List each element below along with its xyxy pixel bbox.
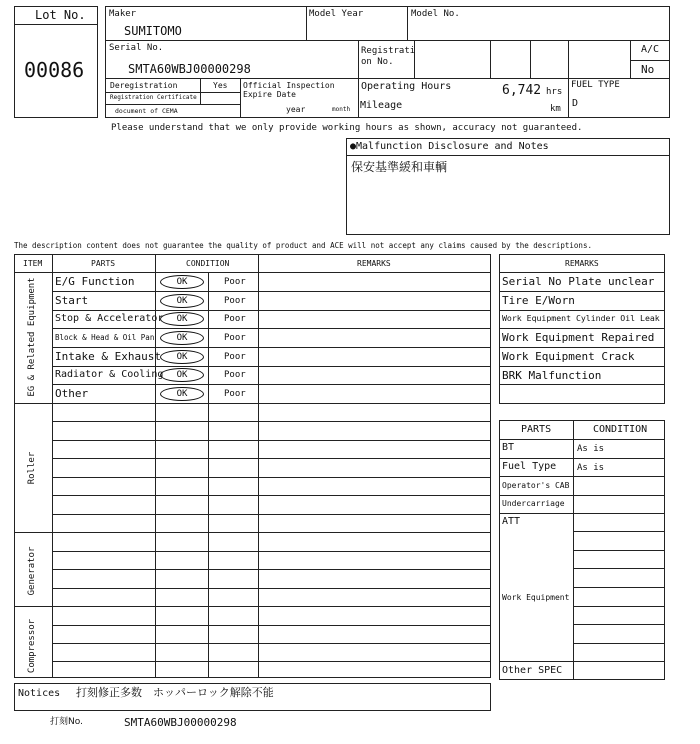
eg-part-7: Other (55, 387, 89, 400)
malfunction-text: 保安基準緩和車輌 (351, 160, 448, 174)
ac-value: No (641, 63, 655, 76)
parts-header: PARTS (91, 259, 116, 268)
malfunction-box (346, 138, 670, 235)
rp-part-3: Operator's CAB (502, 481, 570, 490)
serial-value: SMTA60WBJ00000298 (128, 62, 251, 76)
eg-part-2: Start (55, 294, 89, 307)
eg-poor-6[interactable]: Poor (224, 370, 246, 380)
fuel-type-value: D (572, 98, 579, 109)
eg-poor-5[interactable]: Poor (224, 352, 246, 362)
work-equipment-label: Work Equipment (502, 593, 570, 602)
remark-5: Work Equipment Crack (502, 350, 635, 363)
group-compressor: Compressor (27, 618, 37, 674)
eg-part-3: Stop & Accelerator (55, 313, 164, 324)
notices-label: Notices (18, 688, 61, 699)
rp-part-4: Undercarriage (502, 499, 565, 508)
eg-part-1: E/G Function (55, 275, 135, 288)
year-label: year (286, 105, 306, 114)
eg-poor-7[interactable]: Poor (224, 389, 246, 399)
eg-poor-2[interactable]: Poor (224, 296, 246, 306)
deregistration-label: Deregistration (110, 81, 178, 90)
hrs-label: hrs (546, 87, 563, 97)
model-year-label: Model Year (309, 9, 364, 19)
fuel-type-label: FUEL TYPE (571, 80, 620, 90)
inspection-label: Official Inspection Expire Date (243, 81, 335, 99)
eg-ok-5[interactable]: OK (160, 350, 204, 364)
malfunction-title: ●Malfunction Disclosure and Notes (350, 141, 549, 152)
group-roller: Roller (27, 451, 37, 485)
remark-6: BRK Malfunction (502, 369, 602, 382)
eg-ok-3[interactable]: OK (160, 312, 204, 326)
eg-ok-1[interactable]: OK (160, 275, 204, 289)
eg-part-4: Block & Head & Oil Pan (55, 333, 155, 342)
eg-poor-1[interactable]: Poor (224, 277, 246, 287)
hours-notice: Please understand that we only provide working hours as shown, accuracy not guaranteed. (111, 123, 583, 133)
notices-text: 打刻修正多数 ホッパーロック解除不能 (76, 686, 274, 699)
stamp-label: 打刻No. (50, 717, 83, 727)
maker-value: SUMITOMO (124, 24, 182, 38)
document-cema: document of CEMA (115, 107, 178, 115)
eg-ok-2[interactable]: OK (160, 294, 204, 308)
rp-cond-1: As is (577, 444, 605, 454)
remark-4: Work Equipment Repaired (502, 331, 655, 344)
right-parts-header: PARTS (521, 424, 552, 435)
eg-part-6: Radiator & Cooling (55, 369, 164, 380)
registration-label: Registrati on No. (361, 46, 416, 67)
condition-header: CONDITION (186, 259, 230, 268)
right-remarks-header: REMARKS (565, 259, 599, 268)
km-label: km (550, 104, 561, 114)
rp-cond-2: As is (577, 463, 605, 473)
eg-poor-4[interactable]: Poor (224, 333, 246, 343)
remarks-header: REMARKS (357, 259, 391, 268)
other-spec-label: Other SPEC (502, 665, 563, 676)
lot-number: 00086 (24, 58, 85, 82)
operating-hours-value: 6,742 (502, 83, 542, 98)
remark-1: Serial No Plate unclear (502, 275, 655, 288)
item-header: ITEM (23, 259, 43, 268)
stamp-value: SMTA60WBJ00000298 (124, 716, 237, 729)
eg-ok-7[interactable]: OK (160, 387, 204, 401)
serial-label: Serial No. (109, 43, 164, 53)
eg-ok-4[interactable]: OK (160, 331, 204, 345)
eg-poor-3[interactable]: Poor (224, 314, 246, 324)
registration-certificate: Registration Certificate (110, 94, 197, 101)
lot-label: Lot No. (35, 8, 86, 22)
rp-part-1: BT (502, 442, 515, 453)
eg-part-5: Intake & Exhaust (55, 350, 161, 363)
eg-ok-6[interactable]: OK (160, 368, 204, 382)
operating-hours-label: Operating Hours (361, 81, 452, 92)
remark-3: Work Equipment Cylinder Oil Leak (502, 313, 660, 323)
disclaimer: The description content does not guarantee the quality of product and ACE will not accept any claims caused by the descriptions. (14, 241, 592, 250)
month-label: month (332, 106, 351, 113)
ac-label: A/C (641, 44, 660, 55)
maker-label: Maker (109, 9, 137, 19)
right-condition-header: CONDITION (593, 424, 648, 435)
deregistration-value: Yes (213, 81, 228, 90)
mileage-label: Mileage (360, 100, 403, 111)
rp-part-5: ATT (502, 516, 521, 527)
group-eg: EG & Related Equipment (27, 277, 37, 397)
remark-2: Tire E/Worn (502, 294, 575, 307)
rp-part-2: Fuel Type (502, 461, 557, 472)
model-no-label: Model No. (411, 9, 460, 19)
group-generator: Generator (27, 546, 37, 596)
